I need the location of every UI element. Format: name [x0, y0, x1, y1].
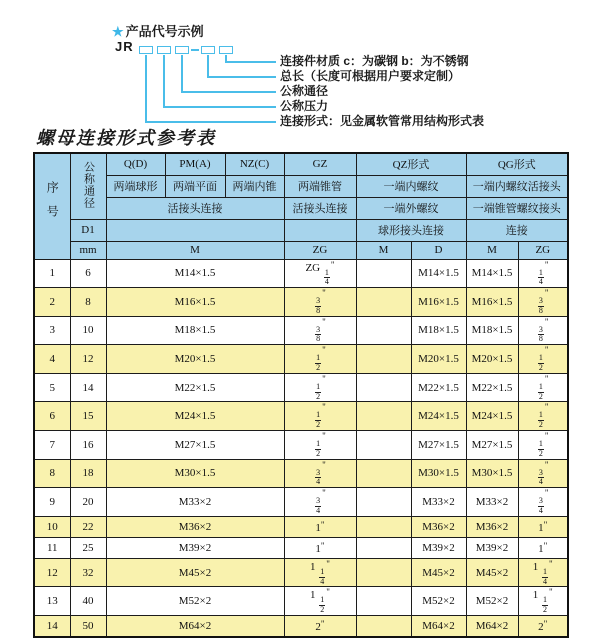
table-row: [34, 516, 568, 537]
table-row: [34, 558, 568, 587]
table-row: [34, 488, 568, 517]
cell-dn: 50: [70, 616, 106, 637]
header-mm: mm: [70, 241, 106, 259]
code-box-3: [175, 46, 189, 54]
cell-qz_m: [356, 516, 411, 537]
code-label-material: 连接件材质 c：为碳钢 b：为不锈钢: [280, 54, 469, 68]
cell-qz_m: [356, 537, 411, 558]
table-header: [34, 153, 568, 259]
header-col-nz: NZ(C): [225, 153, 284, 175]
cell-dn: 16: [70, 431, 106, 460]
table-row: [34, 587, 568, 616]
header-qz-conn: 球形接头连接: [356, 219, 466, 241]
cell-qg_m: M30×1.5: [466, 459, 518, 488]
cell-dn: 8: [70, 288, 106, 317]
cell-qg_zg: 1": [518, 516, 568, 537]
cell-no: 10: [34, 516, 70, 537]
cell-gz: $\frac{1}{2}$ ": [284, 345, 356, 374]
cell-dn: 15: [70, 402, 106, 431]
cell-qz_d: M14×1.5: [411, 259, 466, 288]
cell-qz_d: M39×2: [411, 537, 466, 558]
cell-qz_d: M36×2: [411, 516, 466, 537]
cell-qz_m: [356, 316, 411, 345]
cell-no: 8: [34, 459, 70, 488]
cell-qz_d: M45×2: [411, 558, 466, 587]
header-nominal-diameter: 公称通径: [70, 153, 106, 219]
cell-qz_m: [356, 402, 411, 431]
cell-gz: ZG $\frac{1}{4}$ ": [284, 259, 356, 288]
cell-qg_zg: $\frac{1}{2}$ ": [518, 431, 568, 460]
cell-m: M33×2: [106, 488, 284, 517]
cell-m: M22×1.5: [106, 373, 284, 402]
cell-m: M20×1.5: [106, 345, 284, 374]
cell-qg_m: M16×1.5: [466, 288, 518, 317]
cell-gz: $\frac{1}{2}$ ": [284, 402, 356, 431]
table-row: [34, 616, 568, 637]
cell-qz_m: [356, 345, 411, 374]
cell-gz: 1": [284, 537, 356, 558]
table-row: [34, 373, 568, 402]
table-row: [34, 402, 568, 431]
cell-qz_d: M24×1.5: [411, 402, 466, 431]
header-q-desc: 两端球形: [106, 175, 165, 197]
connector-line: [163, 106, 276, 108]
cell-qg_zg: 1": [518, 537, 568, 558]
cell-qg_zg: $\frac{3}{4}$ ": [518, 459, 568, 488]
connector-line: [163, 55, 165, 106]
cell-qg_zg: 1 $\frac{1}{4}$ ": [518, 558, 568, 587]
code-box-5: [219, 46, 233, 54]
cell-qz_m: [356, 459, 411, 488]
header-col-gz: GZ: [284, 153, 356, 175]
cell-qz_m: [356, 488, 411, 517]
cell-qz_m: [356, 288, 411, 317]
table-row: [34, 288, 568, 317]
header-empty: [106, 219, 284, 241]
cell-qg_zg: $\frac{1}{2}$ ": [518, 373, 568, 402]
header-col-qz: QZ形式: [356, 153, 466, 175]
cell-qz_d: M33×2: [411, 488, 466, 517]
code-label-length: 总长（长度可根据用户要求定制）: [280, 69, 461, 83]
code-label-connection: 连接形式：见金属软管常用结构形式表: [280, 114, 485, 128]
table-title: 螺母连接形式参考表: [36, 128, 216, 148]
nut-connection-reference-table: [33, 152, 569, 638]
cell-dn: 10: [70, 316, 106, 345]
header-m3: M: [466, 241, 518, 259]
cell-qg_m: M52×2: [466, 587, 518, 616]
cell-no: 4: [34, 345, 70, 374]
header-d1: D1: [70, 219, 106, 241]
cell-gz: $\frac{3}{8}$ ": [284, 288, 356, 317]
cell-qg_zg: 2": [518, 616, 568, 637]
cell-gz: 1 $\frac{1}{2}$ ": [284, 587, 356, 616]
cell-qz_d: M64×2: [411, 616, 466, 637]
cell-no: 12: [34, 558, 70, 587]
cell-qg_zg: $\frac{3}{8}$ ": [518, 316, 568, 345]
cell-dn: 40: [70, 587, 106, 616]
header-col-pm: PM(A): [165, 153, 225, 175]
cell-no: 7: [34, 431, 70, 460]
cell-qg_zg: $\frac{1}{2}$ ": [518, 402, 568, 431]
cell-qg_m: M22×1.5: [466, 373, 518, 402]
cell-m: M45×2: [106, 558, 284, 587]
table-row: [34, 345, 568, 374]
cell-gz: $\frac{1}{2}$ ": [284, 431, 356, 460]
cell-qz_m: [356, 431, 411, 460]
header-zg2: ZG: [518, 241, 568, 259]
cell-no: 9: [34, 488, 70, 517]
cell-qz_m: [356, 587, 411, 616]
connector-line: [181, 91, 276, 93]
cell-qg_zg: $\frac{3}{4}$ ": [518, 488, 568, 517]
product-code-example-label: 产品代号示例: [125, 24, 204, 39]
cell-no: 6: [34, 402, 70, 431]
cell-qg_zg: $\frac{3}{8}$ ": [518, 288, 568, 317]
cell-no: 1: [34, 259, 70, 288]
header-qg-desc2: 一端锥管螺纹接头: [466, 197, 568, 219]
header-qg-desc1: 一端内螺纹活接头: [466, 175, 568, 197]
cell-dn: 6: [70, 259, 106, 288]
header-union-joint: 活接头连接: [106, 197, 284, 219]
cell-no: 13: [34, 587, 70, 616]
header-empty: [284, 219, 356, 241]
cell-qg_zg: $\frac{1}{4}$ ": [518, 259, 568, 288]
connector-line: [145, 121, 276, 123]
cell-dn: 32: [70, 558, 106, 587]
cell-dn: 12: [70, 345, 106, 374]
table-row: [34, 316, 568, 345]
header-qz-desc2: 一端外螺纹: [356, 197, 466, 219]
cell-dn: 18: [70, 459, 106, 488]
cell-dn: 25: [70, 537, 106, 558]
header-m2: M: [356, 241, 411, 259]
cell-no: 14: [34, 616, 70, 637]
cell-m: M30×1.5: [106, 459, 284, 488]
cell-qz_m: [356, 616, 411, 637]
cell-qg_m: M24×1.5: [466, 402, 518, 431]
cell-no: 2: [34, 288, 70, 317]
header-d2: D: [411, 241, 466, 259]
cell-m: M24×1.5: [106, 402, 284, 431]
cell-qz_d: M27×1.5: [411, 431, 466, 460]
header-qz-desc1: 一端内螺纹: [356, 175, 466, 197]
cell-dn: 20: [70, 488, 106, 517]
header-nz-desc: 两端内锥: [225, 175, 284, 197]
header-pm-desc: 两端平面: [165, 175, 225, 197]
cell-qz_m: [356, 558, 411, 587]
table-body: [34, 259, 568, 637]
connector-line: [225, 61, 276, 63]
code-label-diameter: 公称通径: [280, 84, 329, 98]
cell-m: M39×2: [106, 537, 284, 558]
header-zg1: ZG: [284, 241, 356, 259]
cell-qz_m: [356, 259, 411, 288]
cell-qg_m: M27×1.5: [466, 431, 518, 460]
connector-line: [145, 55, 147, 121]
table-row: [34, 259, 568, 288]
cell-m: M16×1.5: [106, 288, 284, 317]
header-col-qg: QG形式: [466, 153, 568, 175]
connector-line: [207, 55, 209, 76]
cell-no: 3: [34, 316, 70, 345]
cell-m: M18×1.5: [106, 316, 284, 345]
product-code-example-title: [112, 21, 204, 40]
cell-qg_m: M64×2: [466, 616, 518, 637]
connector-line: [207, 76, 276, 78]
table-row: [34, 459, 568, 488]
code-prefix: JR: [115, 39, 134, 54]
cell-qg_zg: $\frac{1}{2}$ ": [518, 345, 568, 374]
cell-dn: 22: [70, 516, 106, 537]
cell-m: M36×2: [106, 516, 284, 537]
cell-m: M52×2: [106, 587, 284, 616]
cell-gz: $\frac{3}{4}$ ": [284, 488, 356, 517]
cell-qg_m: M14×1.5: [466, 259, 518, 288]
cell-qz_d: M22×1.5: [411, 373, 466, 402]
table-row: [34, 431, 568, 460]
cell-qz_d: M30×1.5: [411, 459, 466, 488]
cell-qg_m: M45×2: [466, 558, 518, 587]
header-m1: M: [106, 241, 284, 259]
code-label-pressure: 公称压力: [280, 99, 329, 113]
cell-no: 5: [34, 373, 70, 402]
star-icon: ★: [112, 24, 124, 39]
cell-qz_d: M18×1.5: [411, 316, 466, 345]
table-row: [34, 537, 568, 558]
cell-gz: $\frac{3}{4}$ ": [284, 459, 356, 488]
code-dash: [191, 49, 199, 51]
cell-qz_d: M20×1.5: [411, 345, 466, 374]
cell-qg_zg: 1 $\frac{1}{2}$ ": [518, 587, 568, 616]
cell-qz_d: M16×1.5: [411, 288, 466, 317]
cell-gz: 1": [284, 516, 356, 537]
header-qg-conn: 连接: [466, 219, 568, 241]
cell-m: M64×2: [106, 616, 284, 637]
cell-dn: 14: [70, 373, 106, 402]
code-box-4: [201, 46, 215, 54]
cell-gz: $\frac{3}{8}$ ": [284, 316, 356, 345]
cell-gz: $\frac{1}{2}$ ": [284, 373, 356, 402]
cell-gz: 2": [284, 616, 356, 637]
header-gz-desc: 两端锥管: [284, 175, 356, 197]
header-serial: 序号: [34, 153, 70, 259]
cell-m: M27×1.5: [106, 431, 284, 460]
cell-qz_m: [356, 373, 411, 402]
cell-qg_m: M36×2: [466, 516, 518, 537]
cell-qz_d: M52×2: [411, 587, 466, 616]
header-gz-joint: 活接头连接: [284, 197, 356, 219]
connector-line: [181, 55, 183, 91]
cell-no: 11: [34, 537, 70, 558]
cell-qg_m: M18×1.5: [466, 316, 518, 345]
cell-gz: 1 $\frac{1}{4}$ ": [284, 558, 356, 587]
cell-qg_m: M33×2: [466, 488, 518, 517]
cell-qg_m: M20×1.5: [466, 345, 518, 374]
code-box-1: [139, 46, 153, 54]
header-col-q: Q(D): [106, 153, 165, 175]
code-box-2: [157, 46, 171, 54]
cell-m: M14×1.5: [106, 259, 284, 288]
cell-qg_m: M39×2: [466, 537, 518, 558]
